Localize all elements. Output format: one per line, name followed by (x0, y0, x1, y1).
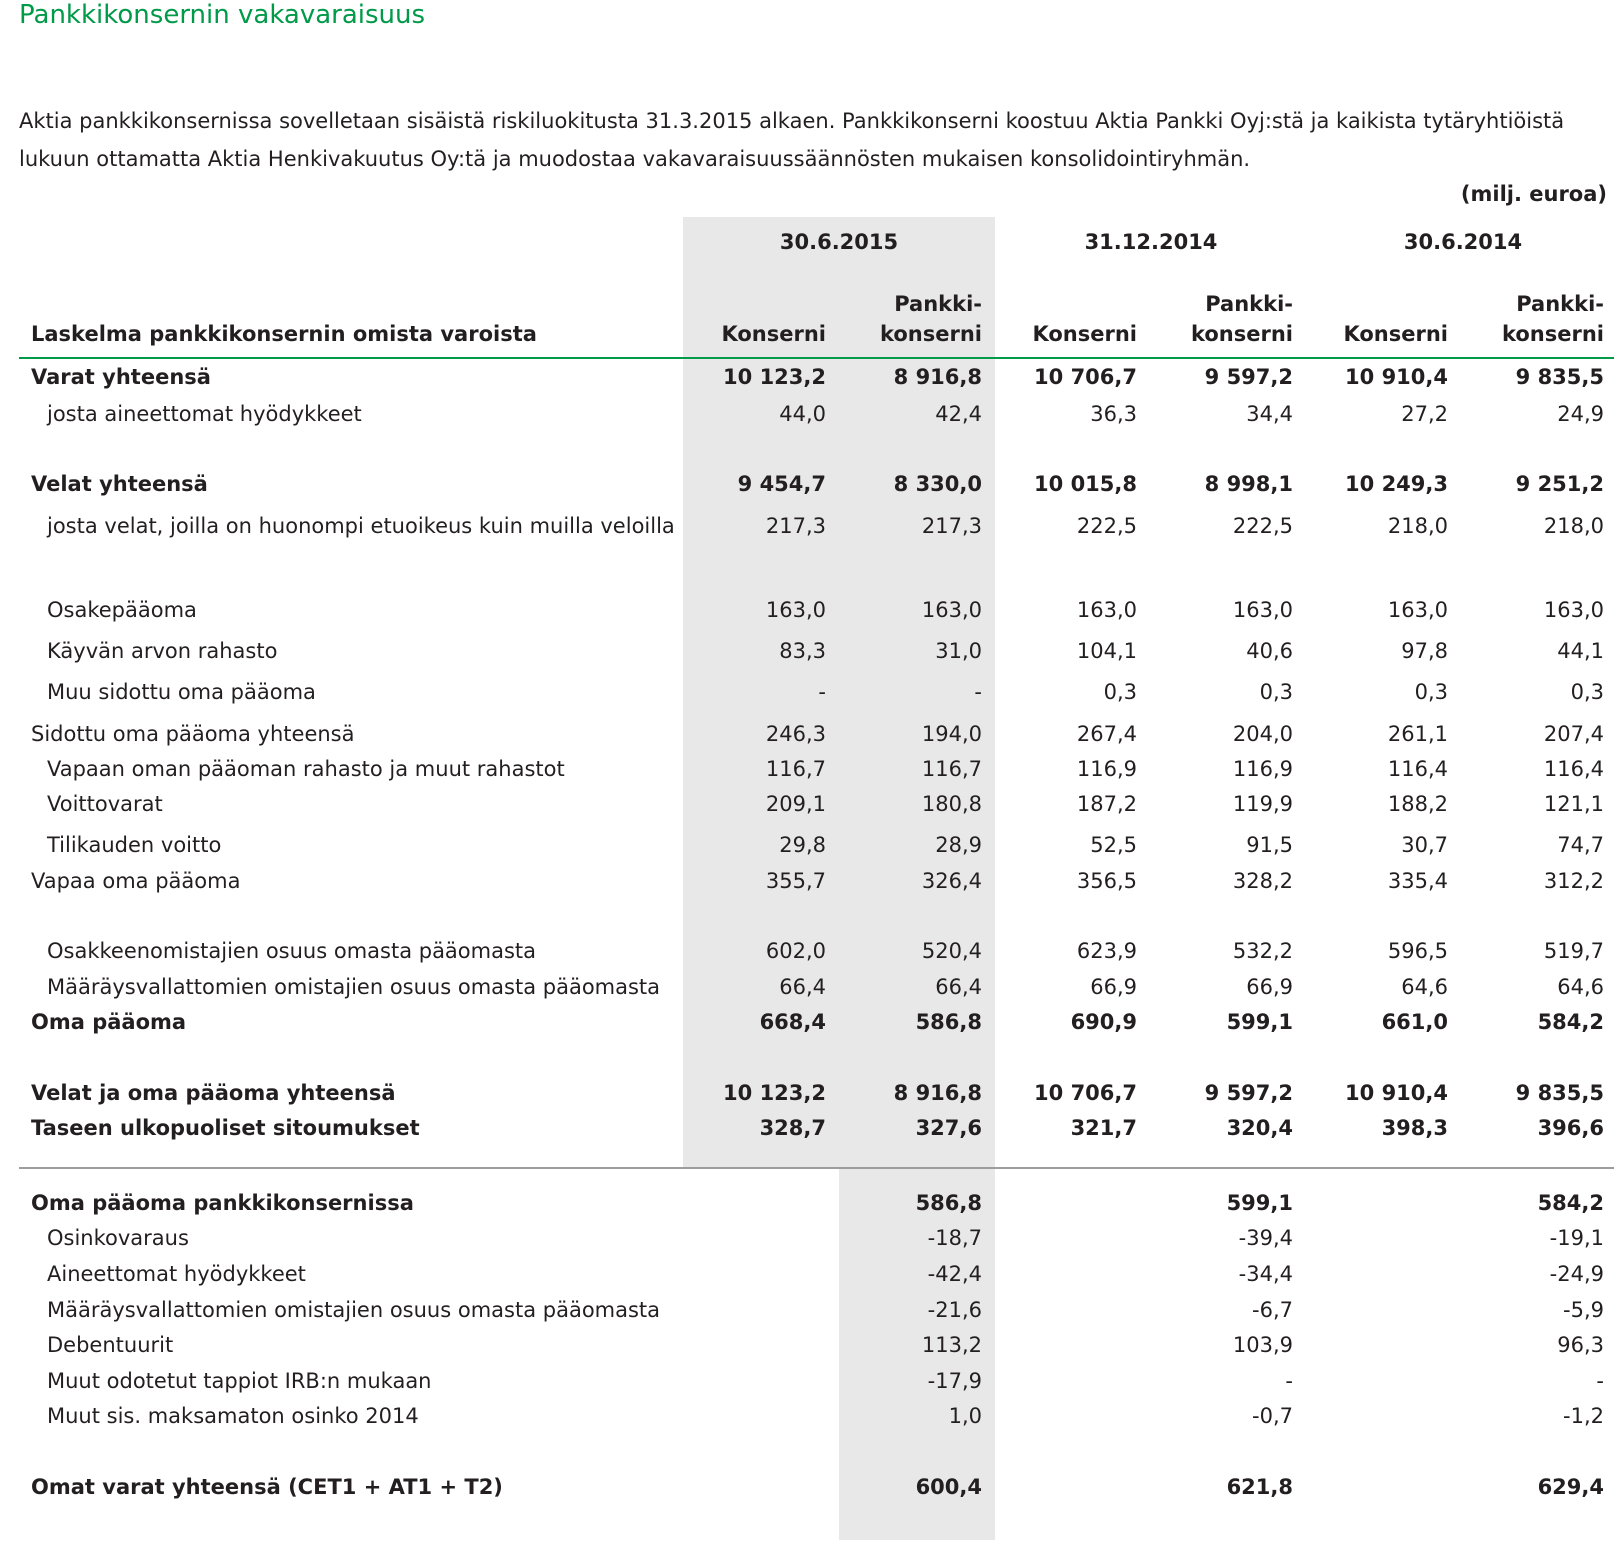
table-cell: 121,1 (1543, 792, 1604, 816)
table-cell: 113,2 (921, 1333, 982, 1357)
table-cell: 27,2 (1401, 402, 1448, 426)
table-cell: 187,2 (1076, 792, 1137, 816)
table-cell: 584,2 (1537, 1010, 1604, 1034)
table-cell: 8 916,8 (893, 1081, 982, 1105)
table-row (0, 718, 1621, 750)
table-cell: 9 454,7 (737, 472, 826, 496)
table-cell: 222,5 (1232, 514, 1293, 538)
row-label: Velat yhteensä (31, 472, 208, 496)
table-cell: 119,9 (1232, 792, 1293, 816)
table-cell: 116,7 (921, 757, 982, 781)
table-cell: 97,8 (1401, 639, 1448, 663)
column-header-line-2: konserni (1190, 322, 1293, 346)
column-header-line-1: Pankki- (894, 292, 982, 316)
column-header-konserni: Konserni (1343, 322, 1448, 346)
table-cell: -5,9 (1563, 1298, 1604, 1322)
table-row (0, 1400, 1621, 1432)
table-cell: 204,0 (1232, 722, 1293, 746)
table-cell: 66,4 (935, 975, 982, 999)
table-cell: 10 910,4 (1345, 365, 1448, 389)
table-cell: -17,9 (927, 1369, 982, 1393)
table-cell: 246,3 (765, 722, 826, 746)
table-cell: 10 249,3 (1345, 472, 1448, 496)
table-cell: 31,0 (935, 639, 982, 663)
table-cell: 584,2 (1537, 1191, 1604, 1215)
row-label: Osinkovaraus (47, 1226, 189, 1250)
column-header-konserni: Konserni (721, 322, 826, 346)
table-cell: 96,3 (1557, 1333, 1604, 1357)
table-cell: 312,2 (1543, 869, 1604, 893)
table-row (0, 361, 1621, 393)
table-row (0, 510, 1621, 542)
table-cell: 91,5 (1246, 833, 1293, 857)
table-cell: 163,0 (765, 598, 826, 622)
row-label: Muut odotetut tappiot IRB:n mukaan (47, 1369, 432, 1393)
table-cell: 623,9 (1076, 939, 1137, 963)
table-cell: 599,1 (1226, 1010, 1293, 1034)
row-label: Osakepääoma (47, 598, 197, 622)
row-label: josta aineettomat hyödykkeet (47, 402, 362, 426)
table-cell: 30,7 (1401, 833, 1448, 857)
row-label: Vapaan oman pääoman rahasto ja muut rahastot (47, 757, 565, 781)
unit-label: (milj. euroa) (1460, 182, 1607, 206)
column-header-pankkikonserni (1464, 289, 1604, 349)
table-cell: 9 597,2 (1204, 1081, 1293, 1105)
table-row (0, 971, 1621, 1003)
table-cell: 532,2 (1232, 939, 1293, 963)
column-header-pankkikonserni (1153, 289, 1293, 349)
table-cell: 103,9 (1232, 1333, 1293, 1357)
table-cell: 66,9 (1246, 975, 1293, 999)
table-cell: 163,0 (1543, 598, 1604, 622)
row-label: Oma pääoma (31, 1010, 187, 1034)
table-cell: 29,8 (779, 833, 826, 857)
table-row (0, 788, 1621, 820)
row-label: Aineettomat hyödykkeet (47, 1262, 306, 1286)
table-row (0, 753, 1621, 785)
row-label: Käyvän arvon rahasto (47, 639, 278, 663)
intro-paragraph: Aktia pankkikonsernissa sovelletaan sisäistä riskiluokitusta 31.3.2015 alkaen. Pankkikonserni koostuu Aktia Pankki Oyj:stä ja kaikista tytäryhtiöistä lukuun ottamatta Aktia Henkivakuutus Oy:tä ja muodostaa vakavaraisuussäännösten mukaisen konsolidointiryhmän. (19, 109, 1565, 171)
table-cell: 621,8 (1226, 1475, 1293, 1499)
table-cell: 668,4 (759, 1010, 826, 1034)
table-cell: 28,9 (935, 833, 982, 857)
row-label: Voittovarat (47, 792, 163, 816)
table-cell: 9 835,5 (1515, 1081, 1604, 1105)
row-label: Osakkeenomistajien osuus omasta pääomasta (47, 939, 537, 963)
table-cell: -6,7 (1252, 1298, 1293, 1322)
table-row (0, 865, 1621, 897)
period-header-1: 30.6.2015 (779, 230, 899, 254)
row-label: Muut sis. maksamaton osinko 2014 (47, 1404, 419, 1428)
table-cell: 66,9 (1090, 975, 1137, 999)
table-cell: 629,4 (1537, 1475, 1604, 1499)
column-header-line-1: Pankki- (1205, 292, 1293, 316)
table-cell: 116,9 (1076, 757, 1137, 781)
table-cell: - (1596, 1369, 1604, 1393)
table-cell: 690,9 (1070, 1010, 1137, 1034)
table-cell: 356,5 (1076, 869, 1137, 893)
table-cell: 180,8 (921, 792, 982, 816)
table-cell: 83,3 (779, 639, 826, 663)
table-cell: 327,6 (915, 1116, 982, 1140)
table-cell: -19,1 (1549, 1226, 1604, 1250)
table-cell: 0,3 (1103, 680, 1137, 704)
table-row (0, 635, 1621, 667)
row-label: Muu sidottu oma pääoma (47, 680, 316, 704)
table-cell: 217,3 (921, 514, 982, 538)
table-cell: 586,8 (915, 1191, 982, 1215)
column-header-pankkikonserni (842, 289, 982, 349)
table-cell: 44,0 (779, 402, 826, 426)
table-cell: 163,0 (1232, 598, 1293, 622)
table-cell: 188,2 (1387, 792, 1448, 816)
table-cell: - (974, 680, 982, 704)
table-row (0, 1187, 1621, 1219)
table-cell: 218,0 (1387, 514, 1448, 538)
table-cell: 261,1 (1387, 722, 1448, 746)
table-cell: -1,2 (1563, 1404, 1604, 1428)
row-label: josta velat, joilla on huonompi etuoikeus kuin muilla veloilla (47, 514, 675, 538)
table-cell: - (818, 680, 826, 704)
table-cell: -42,4 (927, 1262, 982, 1286)
table-cell: 8 916,8 (893, 365, 982, 389)
table-cell: 355,7 (765, 869, 826, 893)
table-cell: 218,0 (1543, 514, 1604, 538)
table-cell: 8 330,0 (893, 472, 982, 496)
table-cell: 163,0 (921, 598, 982, 622)
table-cell: 116,4 (1387, 757, 1448, 781)
table-cell: -18,7 (927, 1226, 982, 1250)
table-cell: 209,1 (765, 792, 826, 816)
table-cell: 599,1 (1226, 1191, 1293, 1215)
row-label: Varat yhteensä (31, 365, 211, 389)
row-label: Omat varat yhteensä (CET1 + AT1 + T2) (31, 1475, 503, 1499)
table-row (0, 1077, 1621, 1109)
table-cell: 9 597,2 (1204, 365, 1293, 389)
column-header-line-2: konserni (879, 322, 982, 346)
row-label: Taseen ulkopuoliset sitoumukset (31, 1116, 420, 1140)
period-header-2: 31.12.2014 (1084, 230, 1218, 254)
table-cell: 163,0 (1387, 598, 1448, 622)
table-cell: 0,3 (1259, 680, 1293, 704)
table-cell: 217,3 (765, 514, 826, 538)
table-cell: 0,3 (1570, 680, 1604, 704)
table-cell: 10 706,7 (1034, 365, 1137, 389)
table-cell: 596,5 (1387, 939, 1448, 963)
table-cell: 328,7 (759, 1116, 826, 1140)
table-row (0, 829, 1621, 861)
table-cell: 40,6 (1246, 639, 1293, 663)
table-row (0, 1112, 1621, 1144)
table-row (0, 676, 1621, 708)
table-row (0, 1006, 1621, 1038)
table-cell: 267,4 (1076, 722, 1137, 746)
table-cell: 104,1 (1076, 639, 1137, 663)
table-row (0, 398, 1621, 430)
table-cell: 9 835,5 (1515, 365, 1604, 389)
table-cell: 8 998,1 (1204, 472, 1293, 496)
section-divider (19, 1167, 1614, 1169)
table-cell: -0,7 (1252, 1404, 1293, 1428)
table-cell: 194,0 (921, 722, 982, 746)
table-cell: 34,4 (1246, 402, 1293, 426)
table-cell: 116,9 (1232, 757, 1293, 781)
row-label: Määräysvallattomien omistajien osuus omasta pääomasta (47, 975, 661, 999)
table-cell: 42,4 (935, 402, 982, 426)
column-header-konserni: Konserni (1032, 322, 1137, 346)
table-cell: 10 706,7 (1034, 1081, 1137, 1105)
table-row (0, 1258, 1621, 1290)
table-cell: 64,6 (1401, 975, 1448, 999)
table-cell: 661,0 (1381, 1010, 1448, 1034)
row-label: Sidottu oma pääoma yhteensä (31, 722, 355, 746)
period-header-3: 30.6.2014 (1403, 230, 1523, 254)
table-cell: 163,0 (1076, 598, 1137, 622)
table-cell: 326,4 (921, 869, 982, 893)
table-cell: 328,2 (1232, 869, 1293, 893)
table-cell: 24,9 (1557, 402, 1604, 426)
table-cell: 36,3 (1090, 402, 1137, 426)
table-cell: 66,4 (779, 975, 826, 999)
table-cell: 586,8 (915, 1010, 982, 1034)
table-row (0, 468, 1621, 500)
table-cell: 520,4 (921, 939, 982, 963)
row-label: Oma pääoma pankkikonsernissa (31, 1191, 414, 1215)
row-label: Debentuurit (47, 1333, 174, 1357)
table-cell: 600,4 (915, 1475, 982, 1499)
table-cell: 0,3 (1414, 680, 1448, 704)
table-row (0, 1365, 1621, 1397)
table-cell: 222,5 (1076, 514, 1137, 538)
page-title: Pankkikonsernin vakavaraisuus (19, 0, 426, 30)
table-cell: 396,6 (1537, 1116, 1604, 1140)
table-cell: 398,3 (1381, 1116, 1448, 1140)
table-cell: 44,1 (1557, 639, 1604, 663)
table-cell: 64,6 (1557, 975, 1604, 999)
column-header-line-2: konserni (1501, 322, 1604, 346)
table-cell: 207,4 (1543, 722, 1604, 746)
row-label: Tilikauden voitto (47, 833, 222, 857)
table-cell: 10 015,8 (1034, 472, 1137, 496)
table-row (0, 935, 1621, 967)
table-cell: 116,4 (1543, 757, 1604, 781)
table-cell: 321,7 (1070, 1116, 1137, 1140)
table-row (0, 1329, 1621, 1361)
table-cell: 52,5 (1090, 833, 1137, 857)
table-row (0, 1471, 1621, 1503)
table-cell: 602,0 (765, 939, 826, 963)
table-row (0, 1294, 1621, 1326)
row-label: Velat ja oma pääoma yhteensä (31, 1081, 396, 1105)
table-cell: -21,6 (927, 1298, 982, 1322)
row-label: Vapaa oma pääoma (31, 869, 241, 893)
table-row (0, 594, 1621, 626)
row-label-header: Laskelma pankkikonsernin omista varoista (31, 322, 537, 346)
table-cell: 519,7 (1543, 939, 1604, 963)
table-cell: -39,4 (1238, 1226, 1293, 1250)
table-cell: -34,4 (1238, 1262, 1293, 1286)
table-cell: 320,4 (1226, 1116, 1293, 1140)
table-cell: -24,9 (1549, 1262, 1604, 1286)
row-label: Määräysvallattomien omistajien osuus omasta pääomasta (47, 1298, 661, 1322)
table-cell: 10 123,2 (723, 1081, 826, 1105)
table-cell: 1,0 (948, 1404, 982, 1428)
table-cell: 10 123,2 (723, 365, 826, 389)
table-cell: 10 910,4 (1345, 1081, 1448, 1105)
table-cell: 9 251,2 (1515, 472, 1604, 496)
table-cell: - (1285, 1369, 1293, 1393)
table-cell: 116,7 (765, 757, 826, 781)
column-header-line-1: Pankki- (1516, 292, 1604, 316)
table-cell: 335,4 (1387, 869, 1448, 893)
header-divider (19, 357, 1614, 359)
table-row (0, 1222, 1621, 1254)
table-cell: 74,7 (1557, 833, 1604, 857)
